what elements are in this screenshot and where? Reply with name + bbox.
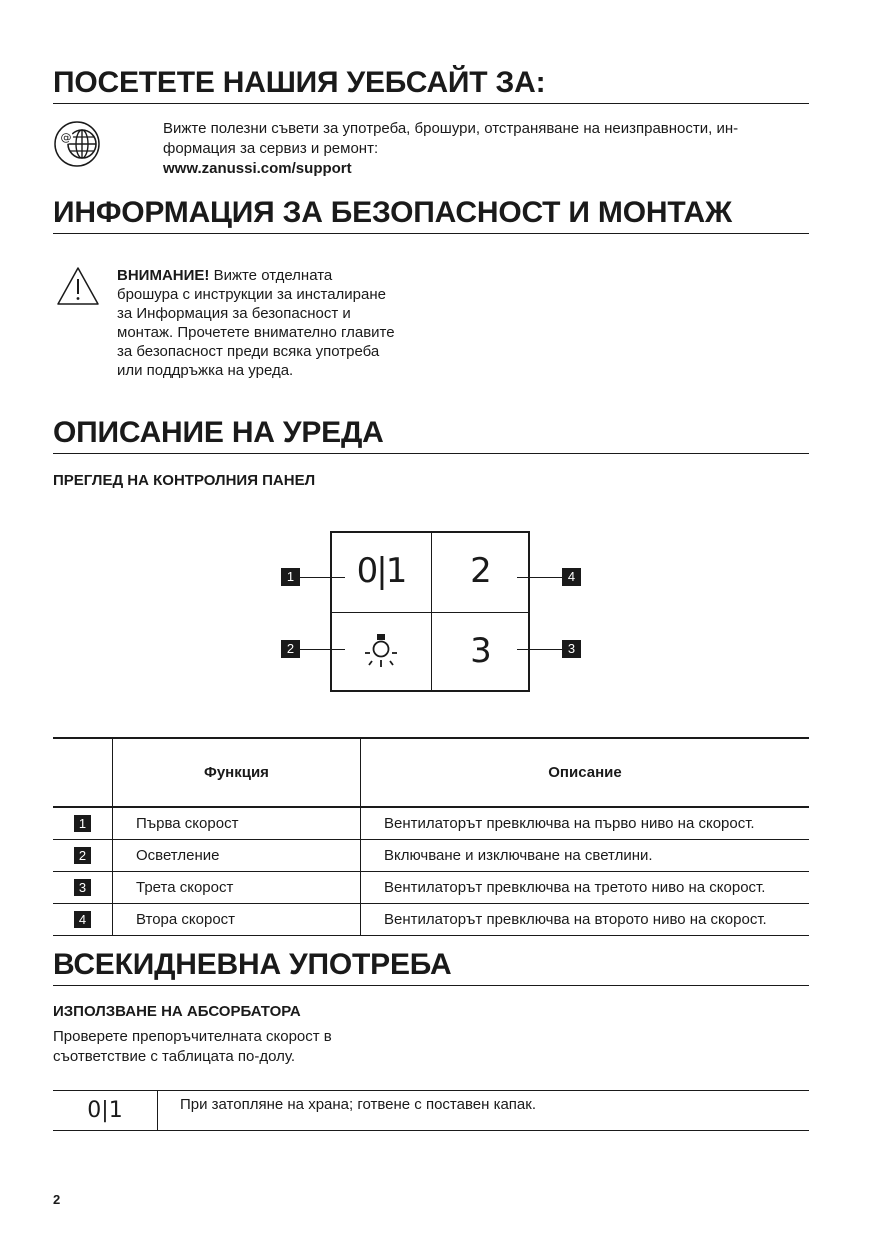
panel-button-speed-2: 2 — [470, 551, 492, 591]
globe-at-icon — [53, 120, 101, 168]
row-number-badge: 1 — [74, 815, 91, 832]
website-heading: ПОСЕТЕТЕ НАШИЯ УЕБСАЙТ ЗА: — [53, 66, 809, 104]
callout-line-1 — [300, 577, 345, 578]
row-number-badge: 4 — [74, 911, 91, 928]
panel-button-on-off: 0|1 — [356, 551, 406, 591]
light-bulb-icon — [364, 633, 398, 669]
speed-table — [53, 1090, 809, 1131]
row-description: Вентилаторът превключва на второто ниво на скорост. — [361, 904, 810, 936]
callout-3: 3 — [562, 640, 581, 658]
row-function: Първа скорост — [113, 807, 361, 840]
daily-use-intro: Проверете препоръчителната скорост в съответствие с таблицата по-долу. — [53, 1028, 332, 1065]
table-row — [53, 807, 809, 840]
callout-2: 2 — [281, 640, 300, 658]
warning-label: ВНИМАНИЕ! — [117, 267, 210, 284]
safety-warning-text — [117, 266, 397, 380]
table-header-function: Функция — [113, 738, 361, 807]
svg-text:@: @ — [60, 131, 72, 144]
callout-line-2 — [300, 649, 345, 650]
callout-line-3 — [517, 649, 562, 650]
page-number: 2 — [53, 1192, 61, 1207]
table-row — [53, 872, 809, 904]
warning-body: Вижте отделната брошура с инструкции за инсталиране за Информация за безопасност и монтаж. Прочетете внимателно главите за безопасност преди всяка употреба или поддръжка на уреда. — [117, 267, 395, 379]
callout-1: 1 — [281, 568, 300, 586]
row-description: Включване и изключване на светлини. — [361, 840, 810, 872]
table-row — [53, 904, 809, 936]
row-function: Осветление — [113, 840, 361, 872]
panel-button-speed-3: 3 — [470, 631, 492, 671]
row-description: Вентилаторът превключва на първо ниво на скорост. — [361, 807, 810, 840]
row-description: Вентилаторът превключва на третото ниво на скорост. — [361, 872, 810, 904]
description-heading: ОПИСАНИЕ НА УРЕДА — [53, 416, 809, 454]
callout-line-4 — [517, 577, 562, 578]
table-header-row — [53, 738, 809, 807]
callout-4: 4 — [562, 568, 581, 586]
warning-triangle-icon — [56, 265, 100, 307]
daily-use-heading: ВСЕКИДНЕВНА УПОТРЕБА — [53, 948, 809, 986]
function-table — [53, 737, 809, 936]
website-text-block — [163, 119, 808, 179]
table-row — [53, 840, 809, 872]
hood-usage-subheading: ИЗПОЛЗВАНЕ НА АБСОРБАТОРА — [53, 1003, 301, 1020]
website-url-link[interactable]: www.zanussi.com/support — [163, 160, 352, 177]
table-header-description: Описание — [361, 738, 810, 807]
table-header-num — [53, 738, 113, 807]
row-number-badge: 2 — [74, 847, 91, 864]
row-function: Трета скорост — [113, 872, 361, 904]
safety-heading: ИНФОРМАЦИЯ ЗА БЕЗОПАСНОСТ И МОНТАЖ — [53, 196, 809, 234]
row-function: Втора скорост — [113, 904, 361, 936]
website-description: Вижте полезни съвети за употреба, брошури, отстраняване на неизправности, ин-формация за сервиз и ремонт: — [163, 120, 739, 157]
control-panel-diagram — [330, 531, 530, 692]
speed-symbol: 0|1 — [53, 1091, 158, 1130]
control-panel-subheading: ПРЕГЛЕД НА КОНТРОЛНИЯ ПАНЕЛ — [53, 472, 316, 489]
row-number-badge: 3 — [74, 879, 91, 896]
speed-description: При затопляне на храна; готвене с поставен капак. — [180, 1096, 536, 1113]
